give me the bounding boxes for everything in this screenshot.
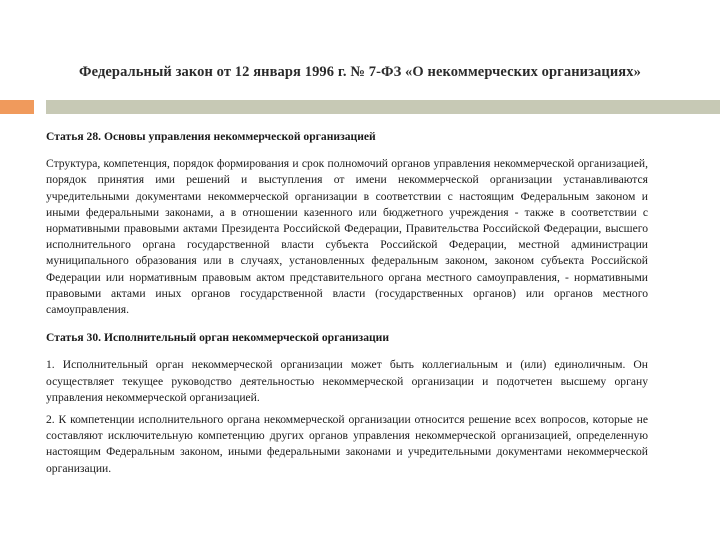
accent-bar — [0, 100, 34, 114]
header-band — [46, 100, 720, 114]
document-body — [46, 129, 648, 489]
article-28-text: Структура, компетенция, порядок формирования и срок полномочий органов управления некоммерческой организацией, порядок принятия ими решений и выступления от имени некоммерческой организации устанавливаются учредительными документами некоммерческой организации в соответствии с настоящим Федеральным законом и иными федеральными законами, а в отношении казенного или бюджетного учреждения - также в соответствии с нормативными правовыми актами Президента Российской Федерации, Правительства Российской Федерации, высшего исполнительного органа государственной власти субъекта Российской Федерации, местной администрации муниципального образования или в случаях, установленных федеральным законом, законом субъекта Российской Федерации или нормативным правовым актом представительного органа местного самоуправления, - нормативными правовыми актами иных органов государственной власти (государственных органов) или органов местного самоуправления. — [46, 157, 648, 317]
article-30-point-1: 1. Исполнительный орган некоммерческой организации может быть коллегиальным и (или) единоличным. Он осуществляет текущее руководство деятельностью некоммерческой организации и подотчетен высшему органу управления некоммерческой организацией. — [46, 358, 648, 404]
article-28-heading: Статья 28. Основы управления некоммерческой организацией — [46, 130, 376, 143]
slide-title: Федеральный закон от 12 января 1996 г. № 7-ФЗ «О некоммерческих организациях» — [79, 64, 641, 80]
article-30-heading: Статья 30. Исполнительный орган некоммерческой организации — [46, 331, 390, 345]
article-30-point-2: 2. К компетенции исполнительного органа некоммерческой организации относится решение всех вопросов, которые не составляют исключительную компетенцию других органов управления некоммерческой организацией, определенную настоящим Федеральным законом, иными федеральными законами и учредительными документами некоммерческой организации. — [46, 413, 648, 475]
